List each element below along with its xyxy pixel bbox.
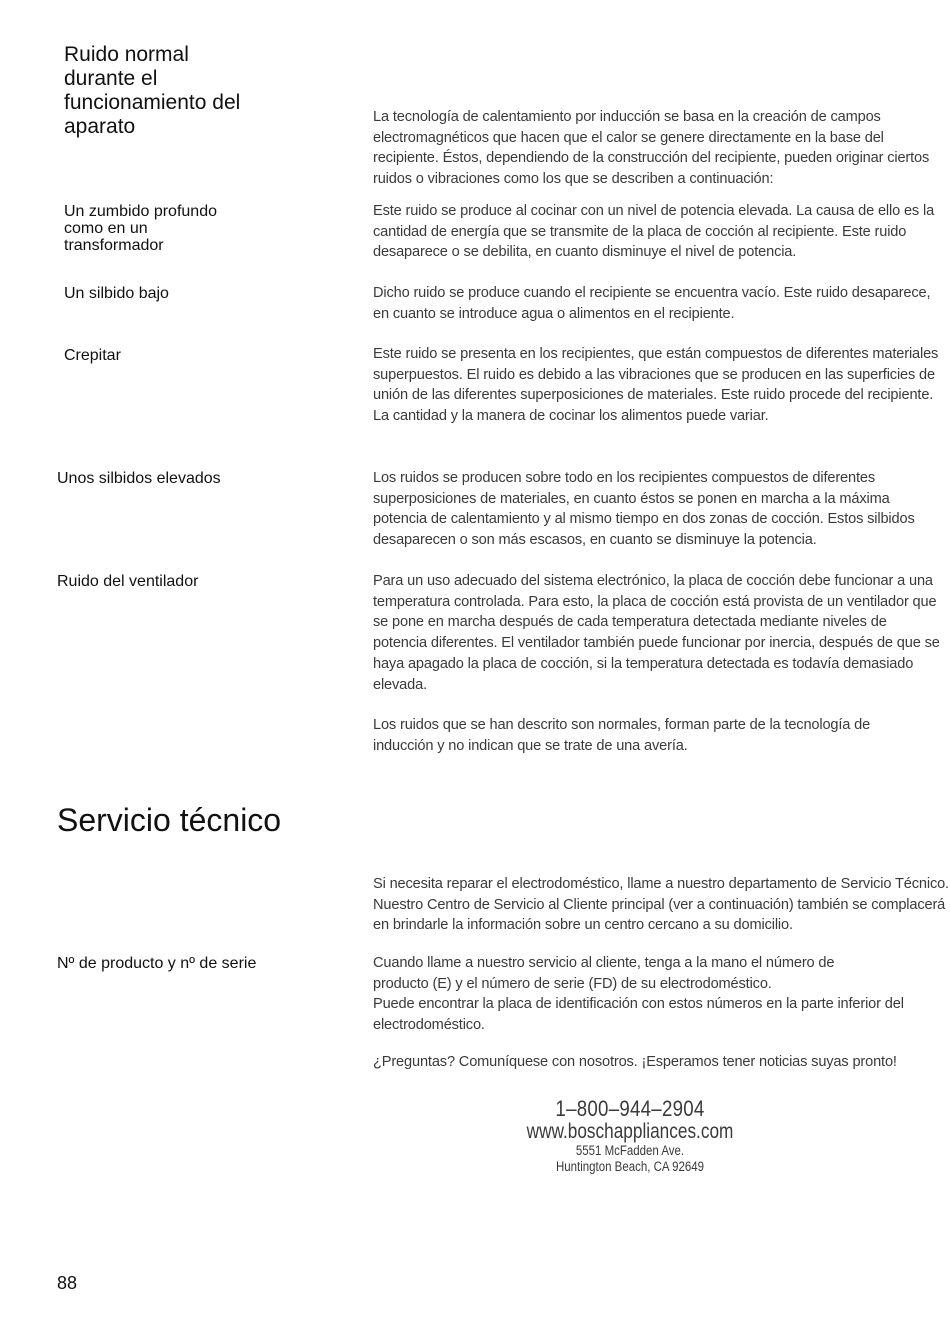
questions-text: ¿Preguntas? Comuníquese con nosotros. ¡Esperamos tener noticias suyas pronto!	[373, 1054, 897, 1070]
noise-closing-paragraph: Los ruidos que se han descrito son normales, forman parte de la tecnología de inducción y no indican que se trate de una avería.	[373, 717, 871, 754]
service-intro-paragraph: Si necesita reparar el electrodoméstico, llame a nuestro departamento de Servicio Técnico. Nuestro Centro de Servicio al Cliente principal (ver a continuación) también se complacerá en brindarle la información sobre un centro cercano a su domicilio.	[373, 876, 949, 934]
noise-label-deep-hum: Un zumbido profundo como en un transformador	[64, 203, 217, 254]
noise-label-crackle: Crepitar	[64, 347, 121, 364]
noise-text-deep-hum: Este ruido se produce al cocinar con un nivel de potencia elevada. La causa de ello es la cantidad de energía que se transmite de la placa de cocción al recipiente. Este ruido desaparece o se debilita, en cuanto disminuye el nivel de potencia.	[373, 203, 935, 261]
noise-text-high-whistle: Los ruidos se producen sobre todo en los recipientes compuestos de diferentes superposiciones de materiales, en cuanto éstos se ponen en marcha a la máxima potencia de calentamiento y al mismo tiempo en dos zonas de cocción. Estos silbidos desaparecen o son más escasos, en cuanto se disminuye la potencia.	[373, 470, 915, 549]
noise-text-low-whistle: Dicho ruido se produce cuando el recipiente se encuentra vacío. Este ruido desaparece, en cuanto se introduce agua o alimentos en el recipiente.	[373, 285, 931, 322]
noise-label-fan: Ruido del ventilador	[57, 573, 199, 590]
contact-phone: 1–800–944–2904	[555, 1096, 705, 1121]
contact-address-line2: Huntington Beach, CA 92649	[555, 1159, 705, 1174]
section-heading-noise: Ruido normal durante el funcionamiento del aparato	[64, 43, 241, 138]
product-serial-text-1: Cuando llame a nuestro servicio al cliente, tenga a la mano el número de producto (E) y el número de serie (FD) de su electrodoméstico.	[373, 955, 835, 992]
contact-address-line1: 5551 McFadden Ave.	[575, 1143, 685, 1158]
contact-block	[430, 1097, 830, 1175]
product-serial-label: Nº de producto y nº de serie	[57, 955, 257, 972]
noise-intro-paragraph: La tecnología de calentamiento por inducción se basa en la creación de campos electromagnéticos que hacen que el calor se genere directamente en la base del recipiente. Éstos, dependiendo de la construcción del recipiente, pueden originar ciertos ruidos o vibraciones como los que se describen a continuación:	[373, 109, 930, 188]
noise-text-crackle: Este ruido se presenta en los recipientes, que están compuestos de diferentes materiales superpuestos. El ruido es debido a las vibraciones que se producen en las superficies de unión de las diferentes superposiciones de materiales. Este ruido procede del recipiente. La cantidad y la manera de cocinar los alimentos puede variar.	[373, 346, 939, 425]
contact-website[interactable]: www.boschappliances.com	[526, 1120, 734, 1143]
noise-label-high-whistle: Unos silbidos elevados	[57, 470, 221, 487]
section-heading-service: Servicio técnico	[57, 802, 282, 838]
page-number: 88	[57, 1273, 78, 1293]
noise-text-fan: Para un uso adecuado del sistema electrónico, la placa de cocción debe funcionar a una temperatura controlada. Para esto, la placa de cocción está provista de un ventilador que se pone en marcha después de cada temperatura detectada mediante niveles de potencia diferentes. El ventilador también puede funcionar por inercia, después de que se haya apagado la placa de cocción, si la temperatura detectada es todavía demasiado elevada.	[373, 573, 940, 693]
product-serial-text-2: Puede encontrar la placa de identificación con estos números en la parte inferior del electrodoméstico.	[373, 996, 904, 1033]
noise-label-low-whistle: Un silbido bajo	[64, 285, 169, 302]
